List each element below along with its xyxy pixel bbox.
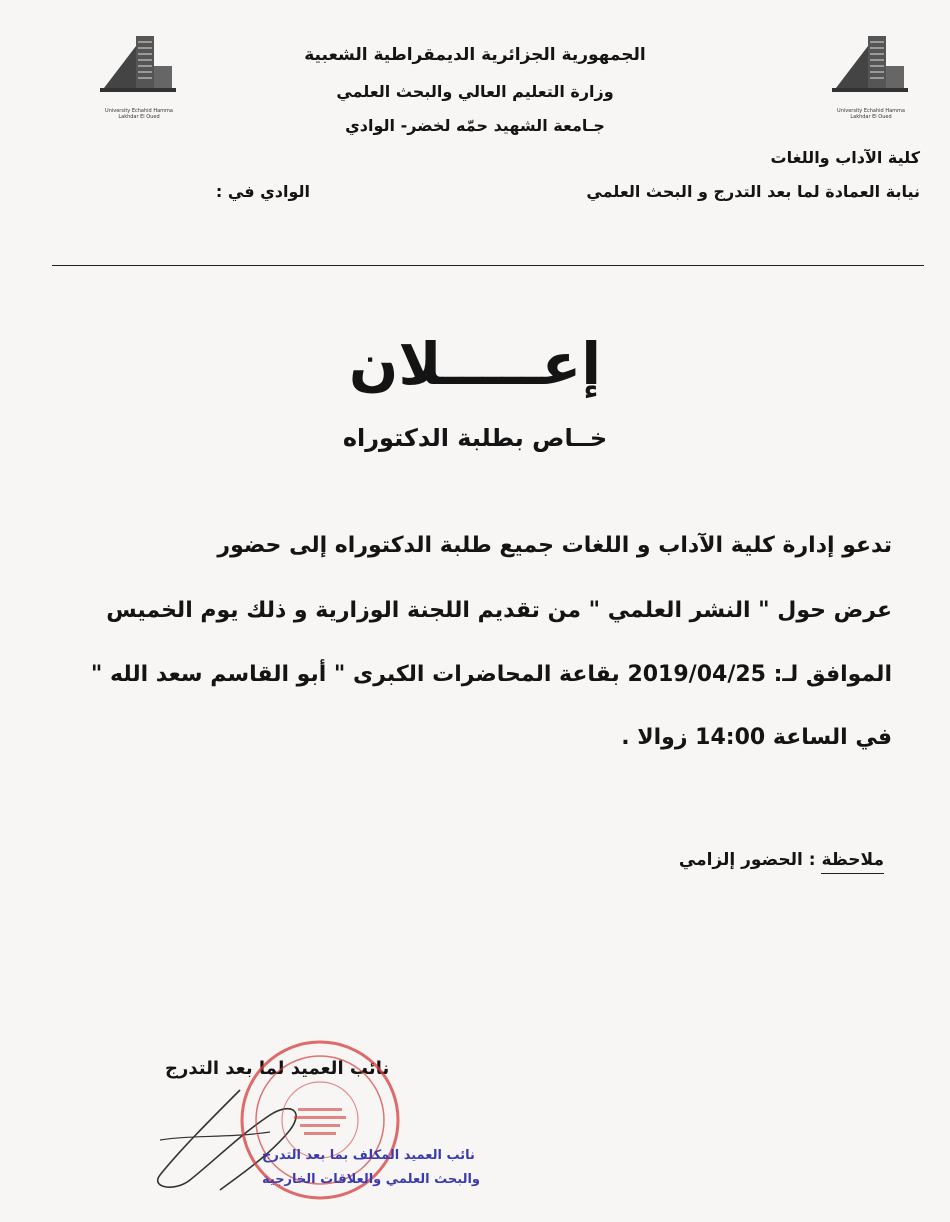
vice-deanship: نيابة العمادة لما بعد التدرج و البحث العلمي [586, 182, 920, 201]
announcement-title: إعـــــلان [348, 330, 602, 398]
faculty-name: كلية الآداب واللغات [770, 148, 920, 167]
note-label: ملاحظة [821, 850, 884, 874]
university-header: جـامعة الشهيد حمّه لخضر- الوادي [345, 116, 605, 135]
logo-caption-right: University Echahid Hamma Lakhdar El Oued [837, 108, 905, 120]
place-date: الوادي في : [215, 182, 310, 201]
body-line-3: الموافق لـ: 2019/04/25 بقاعة المحاضرات الكبرى " أبو القاسم سعد الله " [90, 662, 892, 687]
signature-title: نائب العميد لما بعد التدرج [165, 1058, 390, 1079]
stamp-text-line1: نائب العميد المكلف بما بعد التدرج [262, 1148, 475, 1163]
note [679, 850, 884, 870]
republic-header: الجمهورية الجزائرية الديمقراطية الشعبية [304, 45, 646, 65]
body-line-1: تدعو إدارة كلية الآداب و اللغات جميع طلبة الدكتوراه إلى حضور [217, 533, 892, 558]
body-line-4: في الساعة 14:00 زوالا . [621, 725, 892, 750]
stamp-text-line2: والبحث العلمي والعلاقات الخارجية [262, 1172, 480, 1187]
announcement-subtitle: خــاص بطلبة الدكتوراه [342, 424, 608, 452]
note-text: : الحضور إلزامي [678, 850, 822, 870]
header-divider [52, 265, 924, 266]
body-line-2: عرض حول " النشر العلمي " من تقديم اللجنة الوزارية و ذلك يوم الخميس [106, 598, 892, 623]
logo-caption-left: University Echahid Hamma Lakhdar El Oued [105, 108, 173, 120]
ministry-header: وزارة التعليم العالي والبحث العلمي [336, 82, 614, 101]
